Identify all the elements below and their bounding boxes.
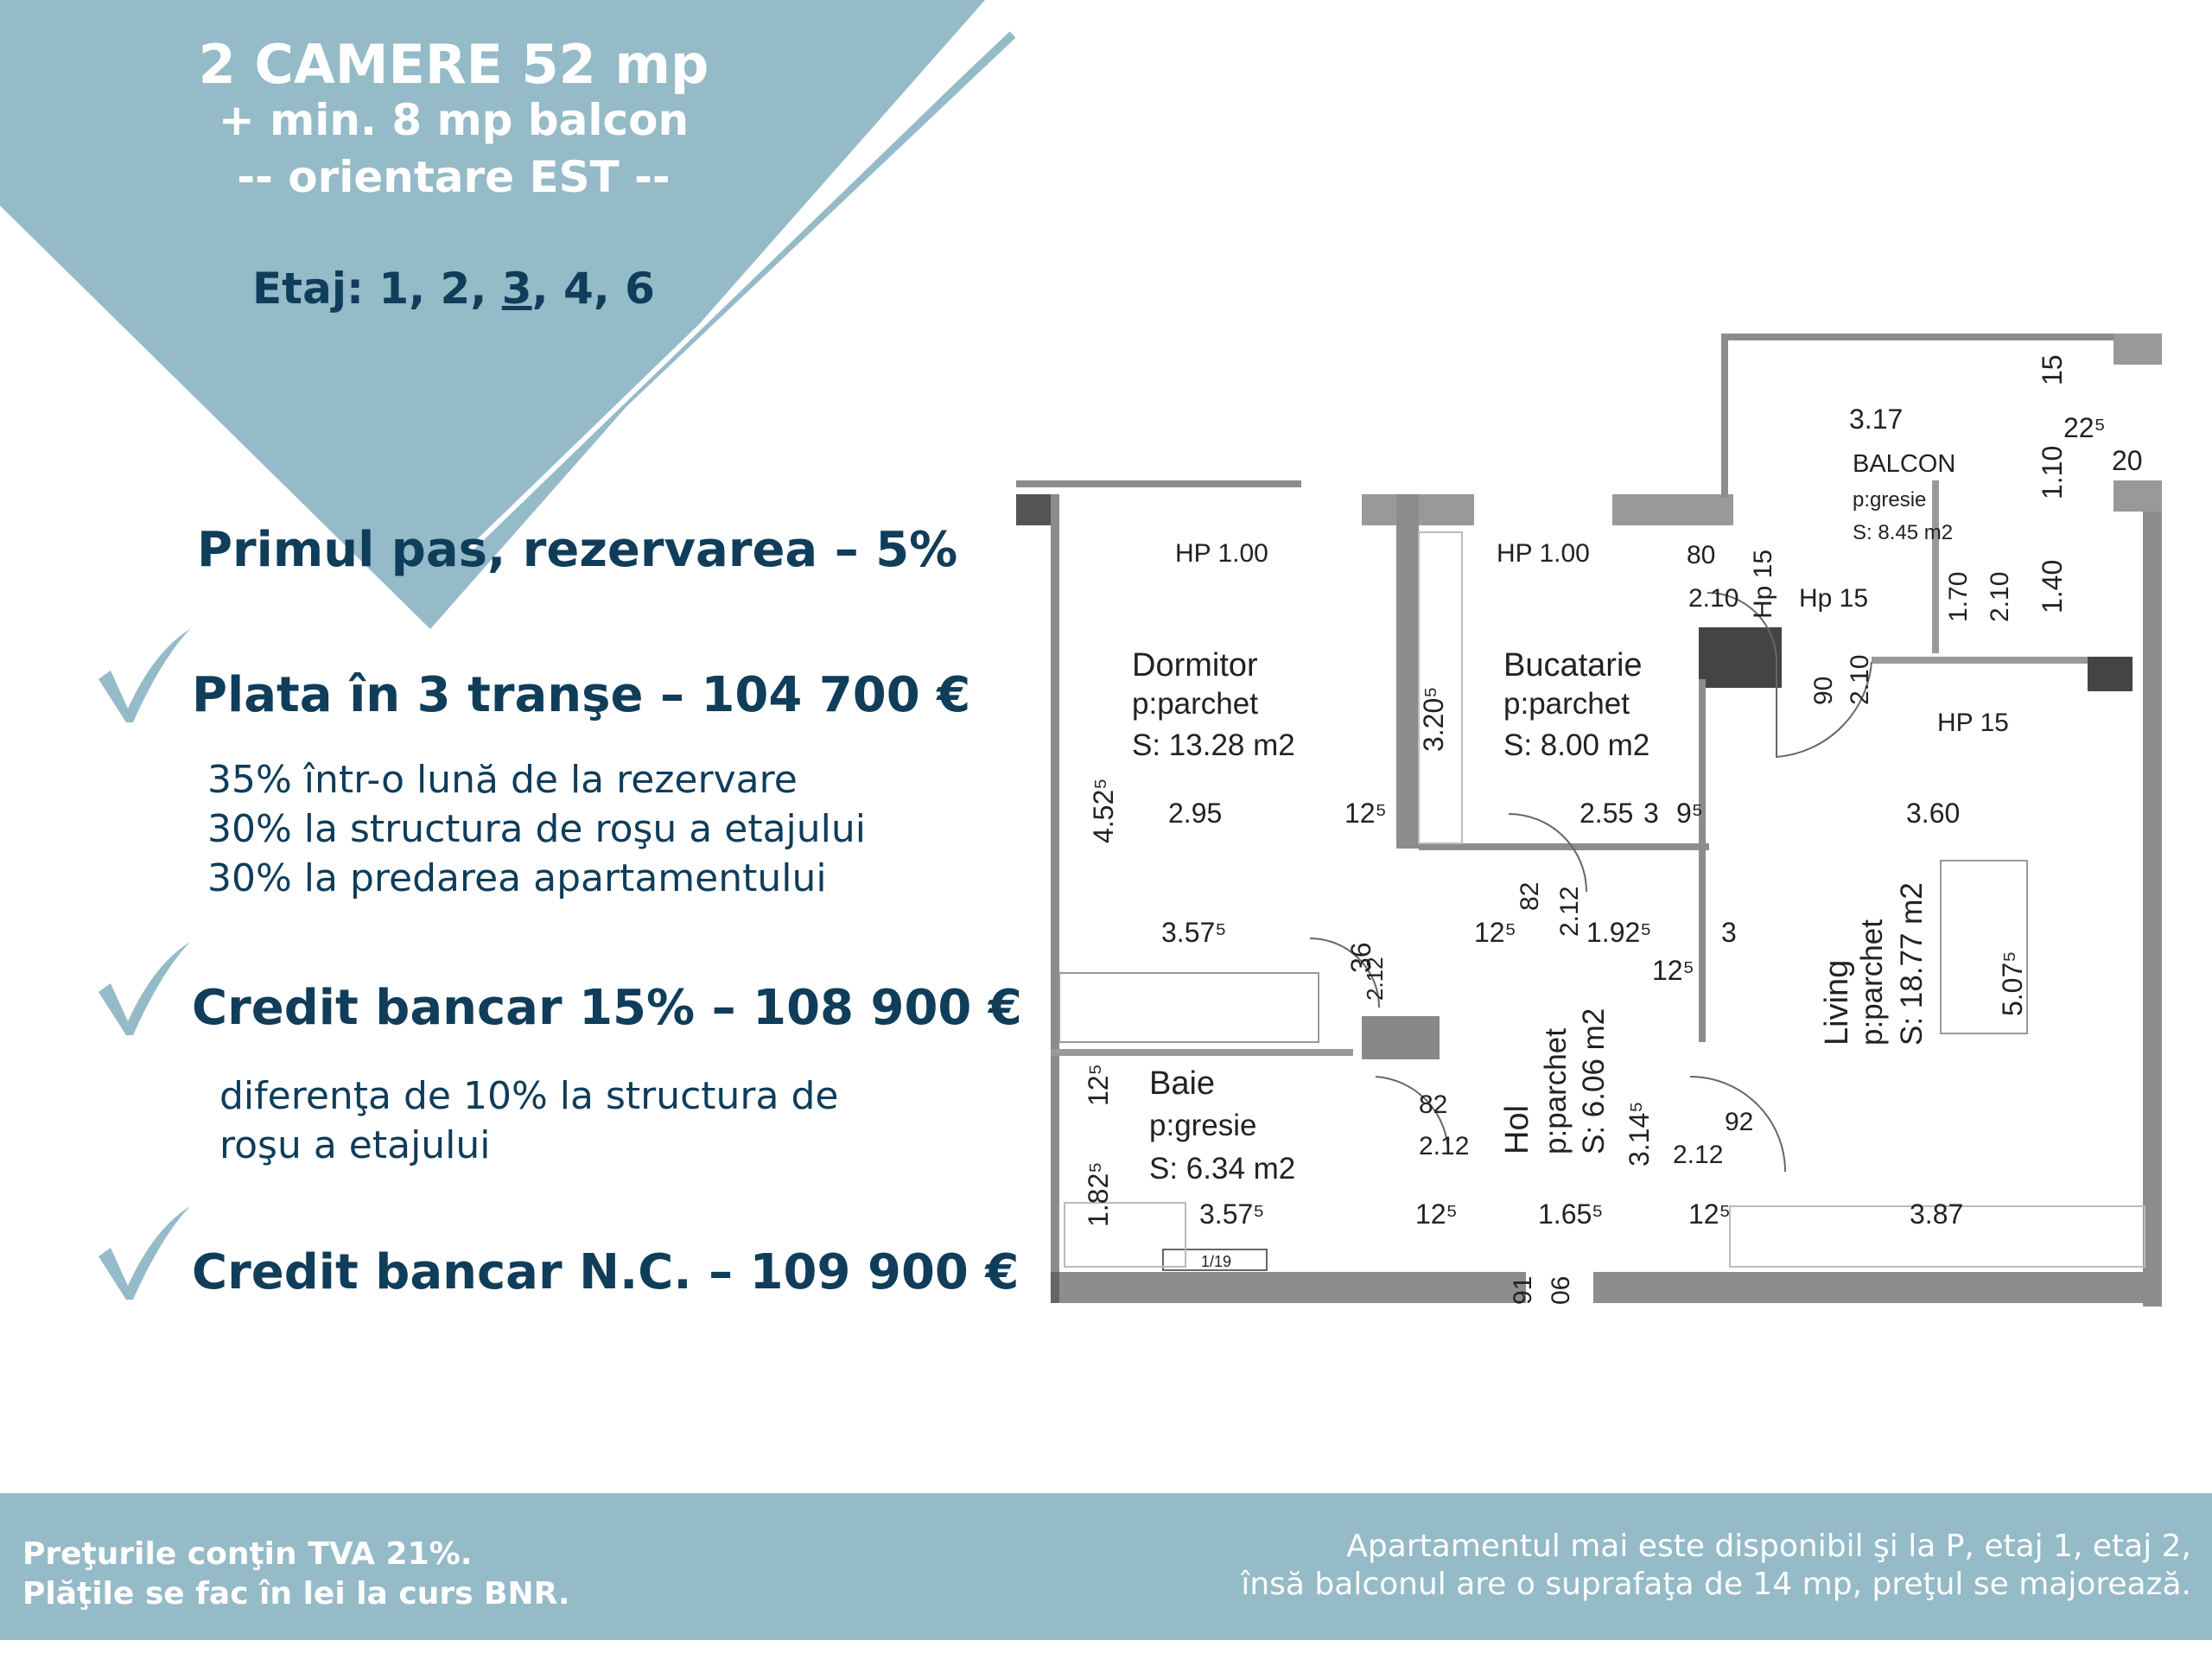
dim-label: 2.12	[1362, 957, 1388, 1001]
room-bucatarie-floor: p:parchet	[1503, 687, 1630, 721]
dim-label: 5.07⁵	[1997, 950, 2028, 1016]
dim-label: 36	[1345, 942, 1376, 973]
dim-label: 12⁵	[1415, 1198, 1458, 1230]
apartment-title: 2 CAMERE 52 mp	[198, 33, 709, 96]
option-credit15-details	[219, 1071, 838, 1170]
dim-label: HP 15	[1937, 709, 2009, 737]
dim-label: 12⁵	[1344, 798, 1387, 829]
dim-label: 2.12	[1673, 1141, 1724, 1169]
dim-label: 3.57⁵	[1161, 917, 1227, 948]
checkmark-icon	[93, 1203, 193, 1302]
dim-label: 3.14⁵	[1624, 1101, 1655, 1167]
dim-label: 1.40	[2037, 559, 2068, 614]
dim-label: 3.60	[1906, 798, 1961, 829]
dim-label: 3.87	[1910, 1198, 1964, 1230]
footer-vat-note: Preţurile conţin TVA 21%.	[22, 1536, 473, 1572]
dim-label: 12⁵	[1652, 955, 1694, 986]
dim-label: 1.92⁵	[1586, 917, 1652, 948]
dim-label: 2.55	[1580, 798, 1634, 829]
room-living-floor: p:parchet	[1855, 919, 1889, 1046]
dim-label: 4.52⁵	[1088, 778, 1119, 843]
dim-label: 1.82⁵	[1083, 1161, 1114, 1227]
dim-label: 1.10	[2037, 445, 2068, 499]
option-credit15-title: Credit bancar 15% – 108 900 €	[192, 980, 1022, 1036]
footer-balcony-note: însă balconul are o suprafaţa de 14 mp, preţul se majorează.	[1241, 1567, 2191, 1602]
dim-label: 12⁵	[1083, 1064, 1114, 1106]
dim-label: 82	[1516, 881, 1544, 911]
room-baie-area: S: 6.34 m2	[1149, 1152, 1296, 1186]
dim-label: 20	[2112, 445, 2143, 476]
dim-label: 2.10	[1688, 584, 1739, 613]
detail-line: diferenţa de 10% la structura de	[219, 1074, 839, 1118]
dim-label: 2.10	[1986, 571, 2014, 622]
dim-label: 1.65⁵	[1538, 1198, 1604, 1230]
option-installments-title: Plata în 3 tranşe – 104 700 €	[192, 667, 971, 723]
room-dormitor-area: S: 13.28 m2	[1132, 728, 1295, 762]
orientation-note: -- orientare EST --	[237, 152, 671, 202]
footer-left	[22, 1535, 570, 1614]
room-baie-floor: p:gresie	[1149, 1109, 1257, 1142]
floors-current: 3	[501, 264, 532, 314]
option-credit-nc-title: Credit bancar N.C. – 109 900 €	[192, 1244, 1020, 1300]
dim-label: HP 1.00	[1497, 539, 1590, 568]
room-living-area: S: 18.77 m2	[1895, 882, 1929, 1046]
dim-label: 1/19	[1201, 1253, 1232, 1270]
dim-label: 80	[1687, 541, 1716, 569]
dim-label: HP 1.00	[1175, 539, 1268, 568]
dim-label: 91	[1509, 1275, 1537, 1305]
room-baie-name: Baie	[1149, 1065, 1216, 1102]
dim-label: 90	[1809, 676, 1838, 705]
dim-label: 3.20⁵	[1418, 686, 1449, 752]
dim-label: 92	[1725, 1108, 1754, 1136]
dim-label: 3.57⁵	[1199, 1198, 1265, 1230]
detail-line: 35% într-o lună de la rezervare	[207, 758, 798, 802]
dim-label: 12⁵	[1688, 1198, 1731, 1230]
dim-label: 3	[1643, 798, 1659, 829]
checkmark-icon	[93, 626, 193, 725]
dim-label: 06	[1547, 1275, 1575, 1305]
dim-label: 22⁵	[2063, 412, 2106, 443]
room-living-name: Living	[1819, 959, 1855, 1046]
footer-bar	[0, 1493, 2212, 1640]
dim-label: 2.10	[1846, 654, 1874, 705]
room-bucatarie-name: Bucatarie	[1503, 647, 1643, 683]
dim-label: 1.70	[1944, 571, 1973, 622]
first-step-text: Primul pas, rezervarea – 5%	[197, 522, 958, 578]
footer-availability-note: Apartamentul mai este disponibil şi la P, etaj 1, etaj 2,	[1346, 1529, 2191, 1564]
checkmark-icon	[93, 938, 193, 1038]
dim-label: 3	[1721, 917, 1737, 948]
room-hol-area: S: 6.06 m2	[1577, 1008, 1611, 1154]
dim-label: Hp 15	[1749, 549, 1777, 619]
balcony-note: + min. 8 mp balcon	[218, 95, 690, 145]
dim-label: 82	[1419, 1090, 1448, 1119]
floors-list	[95, 264, 812, 314]
room-hol-floor: p:parchet	[1539, 1028, 1573, 1154]
option-installments-details	[207, 755, 866, 903]
dim-label: 2.95	[1168, 798, 1223, 829]
floors-label: Etaj: 1, 2,	[252, 264, 502, 314]
room-balcon-name: BALCON	[1853, 450, 1956, 478]
room-balcon-area: S: 8.45 m2	[1853, 521, 1954, 544]
room-dormitor-floor: p:parchet	[1132, 687, 1258, 721]
floor-plan	[1016, 334, 2162, 1310]
room-dormitor-name: Dormitor	[1132, 647, 1258, 683]
dim-label: 3.17	[1849, 404, 1904, 435]
detail-line: 30% la structura de roşu a etajului	[207, 807, 866, 851]
dim-label: 12⁵	[1474, 917, 1516, 948]
footer-right	[1241, 1528, 2191, 1604]
room-hol-name: Hol	[1499, 1104, 1535, 1154]
dim-label: 9⁵	[1676, 798, 1704, 829]
room-balcon-floor: p:gresie	[1853, 488, 1927, 512]
dim-label: 2.12	[1419, 1132, 1470, 1160]
room-bucatarie-area: S: 8.00 m2	[1503, 728, 1650, 762]
detail-line: 30% la predarea apartamentului	[207, 856, 827, 900]
dim-label: 15	[2037, 354, 2068, 385]
dim-label: Hp 15	[1799, 584, 1869, 613]
dim-label: 2.12	[1555, 886, 1584, 937]
floors-rest: , 4, 6	[531, 264, 655, 314]
footer-payment-note: Plăţile se fac în lei la curs BNR.	[22, 1576, 570, 1612]
detail-line: roşu a etajului	[219, 1123, 491, 1167]
